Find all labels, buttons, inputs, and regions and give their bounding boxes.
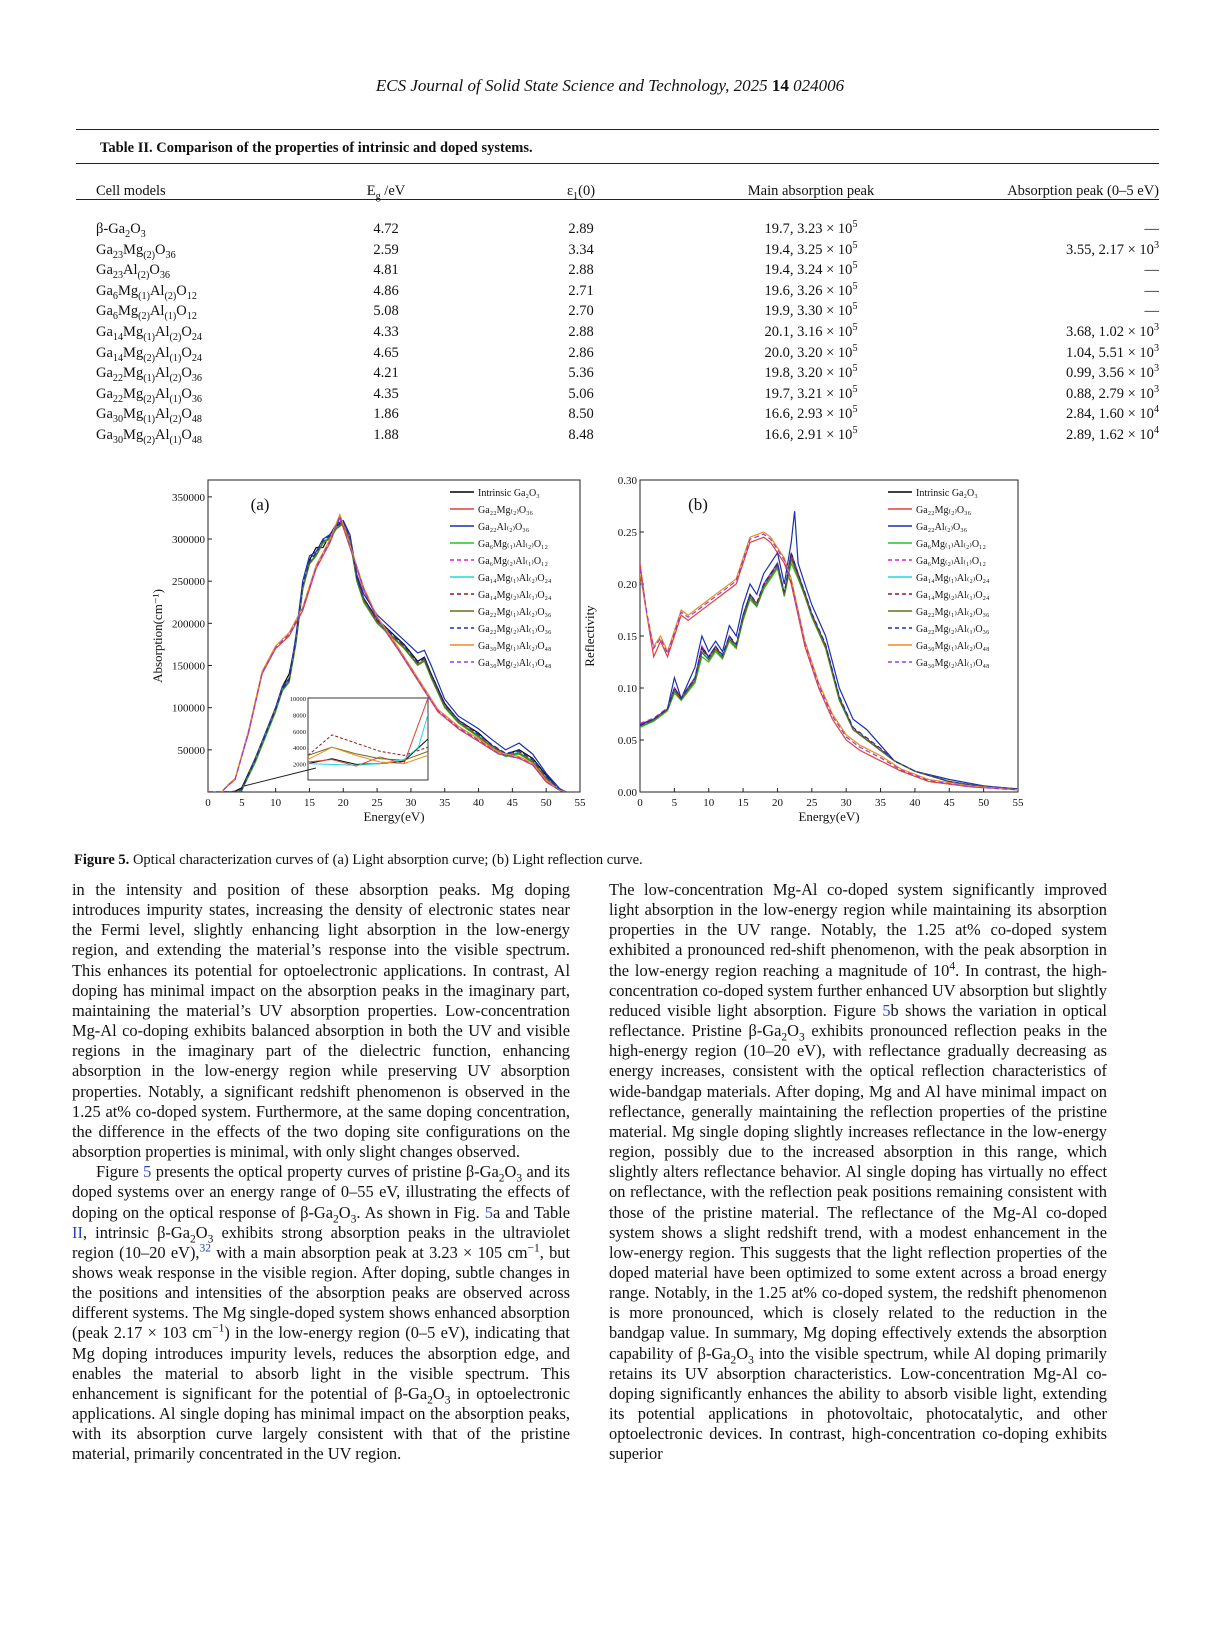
cell-eps: 5.36 (568, 365, 594, 382)
cell-model: $Ga_{30}Mg_{(1)}Al_{(2)}O_{48}$ (96, 406, 202, 426)
journal-name: ECS Journal of Solid State Science and Technology (375, 76, 726, 95)
right-paragraph-1: The low-concentration Mg-Al co-doped system significantly improved light absorption in the low-energy region while maintaining its absorption properties in the UV range. Notably, the 1.25 at% co-doped system exhibited a pronounced red-shift phenomenon, with the peak absorption in the low-energy region reaching a magnitude of $10^4$. In contrast, the high-concentration co-doped system further enhanced UV absorption but slightly reduced visible light absorption. Figure 5b shows the variation in optical reflectance. Pristine $\beta-Ga_2O_3$ exhibits pronounced reflection peaks in the high-energy region (10–20 eV), with reflectance gradually decreasing as energy increases, consistent with the optical reflection characteristics of wide-bandgap materials. After doping, Mg and Al have minimal impact on reflectance, generally maintaining the reflection properties of the pristine material. Mg single doping slightly increases reflectance in the low-energy region, possibly due to the increased absorption in this range, which slightly alters reflectance behavior. Al single doping has virtually no effect on reflectance, with the reflection peak positions remaining consistent with those of the pristine material. The reflectance of the Mg-Al co-doped system shows a slight redshift trend, with a modest enhancement in the low-energy region. This suggests that the light reflection properties of the doped material have been optimized to some extent across a broad energy range. Notably, in the 1.25 at% co-doped system, the redshift phenomenon is more pronounced, which is closely related to the reduction in the bandgap value. In summary, Mg doping effectively extends the absorption capability of $\beta-Ga_2O_3$ into the visible spectrum, while Al doping primarily retains its UV absorption characteristics. Low-concentration Mg-Al co-doping significantly enhances the ability to absorb visible light, extending its potential applications in photovoltaic, photocatalytic, and other optoelectronic devices. In contrast, high-concentration co-doping exhibits superior (609, 880, 1108, 1464)
x-axis-label: Energy(eV) (798, 809, 860, 824)
ref-table-ii[interactable]: II (72, 1222, 83, 1242)
x-tick-label: 45 (506, 797, 518, 809)
inset-y-tick-label: 8000 (293, 712, 306, 720)
legend-entry: Ga₆Mg₍₂₎Al₍₁₎O₁₂ (478, 556, 549, 567)
y-tick-label: 150000 (172, 660, 205, 673)
table-row (96, 363, 1159, 384)
inset-y-tick-label: 10000 (289, 696, 306, 703)
legend-entry: Ga₃₀Mg₍₂₎Al₍₁₎O₄₈ (478, 658, 552, 669)
legend-entry: Ga₂₂Mg₍₁₎Al₍₂₎O₃₆ (478, 607, 552, 618)
y-tick-label: 100000 (172, 702, 205, 715)
x-tick-label: 0 (205, 797, 211, 809)
cell-eps: 2.70 (568, 303, 594, 320)
x-tick-label: 30 (405, 797, 417, 809)
figure-caption-text: Optical characterization curves of (a) Light absorption curve; (b) Light reflection curve. (129, 852, 643, 868)
cell-eps: 8.48 (568, 426, 594, 443)
ref-figure-5[interactable]: 5 (143, 1162, 152, 1182)
legend-entry: Ga₂₂Al₍₂₎O₃₆ (916, 522, 968, 533)
inset-y-tick-label: 4000 (293, 745, 306, 753)
legend-entry: Ga₂₂Mg₍₂₎O₃₆ (478, 505, 534, 516)
x-tick-label: 10 (270, 797, 282, 809)
table-row (96, 260, 1159, 281)
x-tick-label: 10 (703, 797, 715, 809)
y-tick-label: 0.30 (617, 475, 637, 487)
x-axis-label: Energy(eV) (363, 809, 425, 824)
ref-figure-5a[interactable]: 5 (484, 1202, 493, 1222)
panel-label: (a) (250, 495, 270, 514)
legend-entry: Ga₃₀Mg₍₂₎Al₍₁₎O₄₈ (916, 658, 990, 669)
x-tick-label: 40 (909, 797, 921, 809)
cell-model: $\beta-Ga_2O_3$ (96, 221, 146, 240)
col-eps: $\varepsilon_1(0)$ (566, 182, 596, 202)
cell-eps: 5.06 (568, 385, 594, 402)
cell-abs-peak: — (1144, 262, 1159, 279)
ref-figure-5b[interactable]: 5 (882, 1000, 891, 1020)
cell-abs-peak: 0.99, $3.56 \times 10^3$ (1066, 363, 1159, 382)
cell-model: $Ga_{23}Mg_{(2)}O_{36}$ (96, 241, 176, 261)
inset-frame (308, 698, 428, 780)
cell-model: $Ga_{14}Mg_{(2)}Al_{(1)}O_{24}$ (96, 344, 202, 364)
journal-volume: 14 (771, 76, 789, 95)
figure-label: Figure 5. (74, 852, 130, 868)
cell-abs-peak: 0.88, $2.79 \times 10^3$ (1066, 383, 1159, 402)
x-tick-label: 50 (978, 797, 990, 809)
cell-eg: 2.59 (373, 241, 399, 258)
table-header-row (96, 175, 1159, 209)
x-tick-label: 45 (943, 797, 955, 809)
cell-eps: 2.71 (568, 282, 594, 299)
table-row (96, 209, 1159, 240)
x-tick-label: 55 (1012, 797, 1024, 809)
legend-entry: Ga₃₀Mg₍₁₎Al₍₂₎O₄₈ (916, 641, 990, 652)
table-row (96, 322, 1159, 343)
cell-abs-peak: — (1144, 303, 1159, 320)
properties-table (96, 175, 1159, 446)
y-tick-label: 0.10 (617, 683, 637, 695)
cell-abs-peak: 2.89, $1.62 \times 10^4$ (1066, 425, 1159, 443)
x-tick-label: 35 (439, 797, 451, 809)
cell-eps: 8.50 (568, 406, 594, 423)
legend-entry: Ga₂₂Mg₍₂₎Al₍₁₎O₃₆ (916, 624, 990, 635)
x-tick-label: 15 (737, 797, 749, 809)
cell-eg: 4.86 (373, 282, 399, 299)
x-tick-label: 50 (540, 797, 552, 809)
cell-eps: 2.89 (568, 221, 594, 237)
ref-32[interactable]: 32 (199, 1242, 211, 1255)
cell-main-peak: 20.1, $3.16 \times 10^5$ (764, 322, 858, 340)
article-number: 024006 (788, 76, 845, 95)
table-row (96, 240, 1159, 261)
cell-model: $Ga_{23}Al_{(2)}O_{36}$ (96, 262, 170, 282)
y-tick-label: 250000 (172, 576, 205, 589)
legend-entry: Ga₁₄Mg₍₂₎Al₍₁₎O₂₄ (478, 590, 552, 601)
table-row (96, 301, 1159, 322)
cell-eg: 4.81 (373, 262, 399, 279)
cell-model: $Ga_{22}Mg_{(2)}Al_{(1)}O_{36}$ (96, 385, 202, 405)
y-axis-label: Absorption(cm⁻¹) (150, 589, 165, 683)
cell-model: $Ga_{30}Mg_{(2)}Al_{(1)}O_{48}$ (96, 426, 202, 446)
x-tick-label: 35 (875, 797, 887, 809)
y-tick-label: 200000 (172, 618, 205, 631)
cell-eps: 2.88 (568, 262, 594, 279)
figure-5-svg (150, 475, 1070, 853)
cell-eg: 4.21 (373, 365, 399, 382)
y-tick-label: 0.05 (617, 735, 637, 747)
journal-year: , 2025 (725, 76, 772, 95)
cell-model: $Ga_6Mg_{(1)}Al_{(2)}O_{12}$ (96, 282, 197, 302)
cell-eg: 4.35 (373, 385, 399, 402)
x-tick-label: 20 (771, 797, 783, 809)
x-tick-label: 20 (337, 797, 349, 809)
cell-abs-peak: — (1144, 282, 1159, 299)
journal-header (0, 76, 1220, 96)
table-row (96, 404, 1159, 425)
cell-eg: 5.08 (373, 303, 399, 320)
table-row (96, 343, 1159, 364)
y-tick-label: 300000 (172, 534, 205, 547)
y-tick-label: 50000 (177, 744, 205, 757)
x-tick-label: 0 (637, 797, 643, 809)
cell-model: $Ga_6Mg_{(2)}Al_{(1)}O_{12}$ (96, 303, 197, 323)
table-row (96, 384, 1159, 405)
cell-eps: 2.86 (568, 344, 594, 361)
cell-eg: 1.88 (373, 426, 399, 443)
table-row (96, 425, 1159, 446)
inset-y-tick-label: 2000 (293, 761, 306, 769)
cell-model: $Ga_{14}Mg_{(1)}Al_{(2)}O_{24}$ (96, 323, 202, 343)
left-paragraph-2: Figure 5 presents the optical property curves of pristine $\beta-Ga_2O_3$ and its doped systems over an energy range of 0–55 eV, illustrating the effects of doping on the optical response of $\beta-Ga_2O_3$. As shown in Fig. 5a and Table II, intrinsic $\beta-Ga_2O_3$ exhibits strong absorption peaks in the ultraviolet region (10–20 eV),$^{32}$ with a main absorption peak at 3.23 × 105 $cm^{-1}$, but shows weak response in the visible region. After doping, subtle changes in the positions and intensities of the absorption peaks are observed across different systems. The Mg single-doped system shows enhanced absorption (peak 2.17 × 103 $cm^{-1}$) in the low-energy region (0–5 eV), indicating that Mg doping introduces impurity levels, reduces the absorption edge, and enables the material to absorb light in the visible spectrum. This enhancement is significant for the potential of $\beta-Ga_2O_3$ in optoelectronic applications. Al single doping has minimal impact on the absorption peaks, with its absorption curve largely consistent with that of the pristine material, primarily concentrated in the UV region. (72, 1162, 571, 1464)
y-tick-label: 350000 (172, 491, 205, 504)
cell-eg: 4.33 (373, 323, 399, 340)
cell-abs-peak: — (1144, 221, 1159, 237)
x-tick-label: 25 (371, 797, 383, 809)
y-tick-label: 0.20 (617, 579, 637, 591)
table-header-top-rule (76, 163, 1159, 164)
left-paragraph-1: in the intensity and position of these absorption peaks. Mg doping introduces impurity states, increasing the density of electronic states near the Fermi level, slightly enhancing light absorption in the low-energy region, and extending the material’s response into the visible spectrum. This enhances its potential for optoelectronic applications. In contrast, Al doping has minimal impact on the absorption peaks in the imaginary part, maintaining the material’s UV absorption properties. Low-concentration Mg-Al co-doping exhibits balanced absorption in both the UV and visible regions in the imaginary part of the dielectric function, enhancing absorption in the low-energy region while preserving UV absorption properties. Notably, a significant redshift phenomenon is observed in the 1.25 at% co-doped system. Furthermore, at the same doping concentration, the difference in the effects of the two doping site configurations on the absorption properties is minimal, with only slight changes observed. (72, 880, 570, 1162)
col-abs-peak: Absorption peak (0–5 eV) (1007, 182, 1159, 199)
x-tick-label: 25 (806, 797, 818, 809)
legend-entry: Ga₃₀Mg₍₁₎Al₍₂₎O₄₈ (478, 641, 552, 652)
col-cell-models: Cell models (96, 182, 166, 199)
y-tick-label: 0.15 (617, 631, 637, 643)
cell-main-peak: 20.0, $3.20 \times 10^5$ (764, 342, 858, 361)
inset-y-tick-label: 6000 (293, 728, 306, 736)
x-tick-label: 30 (840, 797, 852, 809)
cell-main-peak: 16.6, $2.93 \times 10^5$ (764, 404, 858, 423)
legend-entry: Intrinsic Ga₂O₃ (916, 488, 978, 499)
table-top-rule (76, 129, 1159, 130)
table-caption: Table II. Comparison of the properties of intrinsic and doped systems. (100, 140, 533, 156)
cell-abs-peak: 1.04, $5.51 \times 10^3$ (1066, 342, 1159, 361)
x-tick-label: 55 (574, 797, 586, 809)
panel-a-absorption (150, 480, 586, 824)
y-tick-label: 0.00 (617, 787, 637, 799)
cell-abs-peak: 2.84, $1.60 \times 10^4$ (1066, 404, 1159, 423)
cell-eg: 4.65 (373, 344, 399, 361)
legend-entry: Ga₂₂Mg₍₂₎Al₍₁₎O₃₆ (478, 624, 552, 635)
x-tick-label: 5 (671, 797, 678, 809)
cell-main-peak: 19.8, $3.20 \times 10^5$ (764, 363, 858, 382)
panel-b-reflectivity (582, 475, 1024, 824)
x-tick-label: 5 (239, 797, 245, 809)
figure-caption (74, 852, 1154, 869)
x-tick-label: 40 (473, 797, 485, 809)
x-tick-label: 15 (303, 797, 315, 809)
cell-main-peak: 19.6, $3.26 \times 10^5$ (764, 280, 858, 299)
figure-5 (150, 475, 1070, 853)
legend-entry: Ga₆Mg₍₁₎Al₍₂₎O₁₂ (478, 539, 549, 550)
panel-label: (b) (688, 495, 708, 514)
legend-entry: Ga₂₂Mg₍₁₎Al₍₂₎O₃₆ (916, 607, 990, 618)
cell-abs-peak: 3.68, $1.02 \times 10^3$ (1066, 322, 1159, 340)
cell-abs-peak: 3.55, $2.17 \times 10^3$ (1066, 239, 1159, 258)
legend-entry: Ga₁₄Mg₍₂₎Al₍₁₎O₂₄ (916, 590, 990, 601)
legend-entry: Ga₆Mg₍₁₎Al₍₂₎O₁₂ (916, 539, 987, 550)
legend-entry: Ga₂₂Mg₍₂₎O₃₆ (916, 505, 972, 516)
cell-main-peak: 19.4, $3.24 \times 10^5$ (764, 260, 858, 279)
cell-main-peak: 19.7, $3.23 \times 10^5$ (764, 219, 858, 237)
legend-entry: Ga₂₂Al₍₂₎O₃₆ (478, 522, 530, 533)
cell-eps: 3.34 (568, 241, 594, 258)
table-row (96, 281, 1159, 302)
y-axis-label: Reflectivity (582, 605, 597, 667)
legend-entry: Ga₆Mg₍₂₎Al₍₁₎O₁₂ (916, 556, 987, 567)
legend-entry: Intrinsic Ga₂O₃ (478, 488, 540, 499)
y-tick-label: 0.25 (617, 527, 637, 539)
legend-entry: Ga₁₄Mg₍₁₎Al₍₂₎O₂₄ (478, 573, 552, 584)
right-column (609, 880, 1107, 1465)
cell-main-peak: 19.4, $3.25 \times 10^5$ (764, 239, 858, 258)
cell-eg: 1.86 (373, 406, 399, 423)
cell-model: $Ga_{22}Mg_{(1)}Al_{(2)}O_{36}$ (96, 365, 202, 385)
cell-eg: 4.72 (373, 221, 399, 237)
cell-eps: 2.88 (568, 323, 594, 340)
legend-entry: Ga₁₄Mg₍₁₎Al₍₂₎O₂₄ (916, 573, 990, 584)
col-main-peak: Main absorption peak (747, 182, 875, 199)
cell-main-peak: 19.7, $3.21 \times 10^5$ (764, 383, 858, 402)
left-column (72, 880, 570, 1465)
cell-main-peak: 19.9, $3.30 \times 10^5$ (764, 301, 858, 320)
cell-main-peak: 16.6, $2.91 \times 10^5$ (764, 425, 858, 443)
col-eg: $E_g$ /eV (366, 182, 406, 202)
